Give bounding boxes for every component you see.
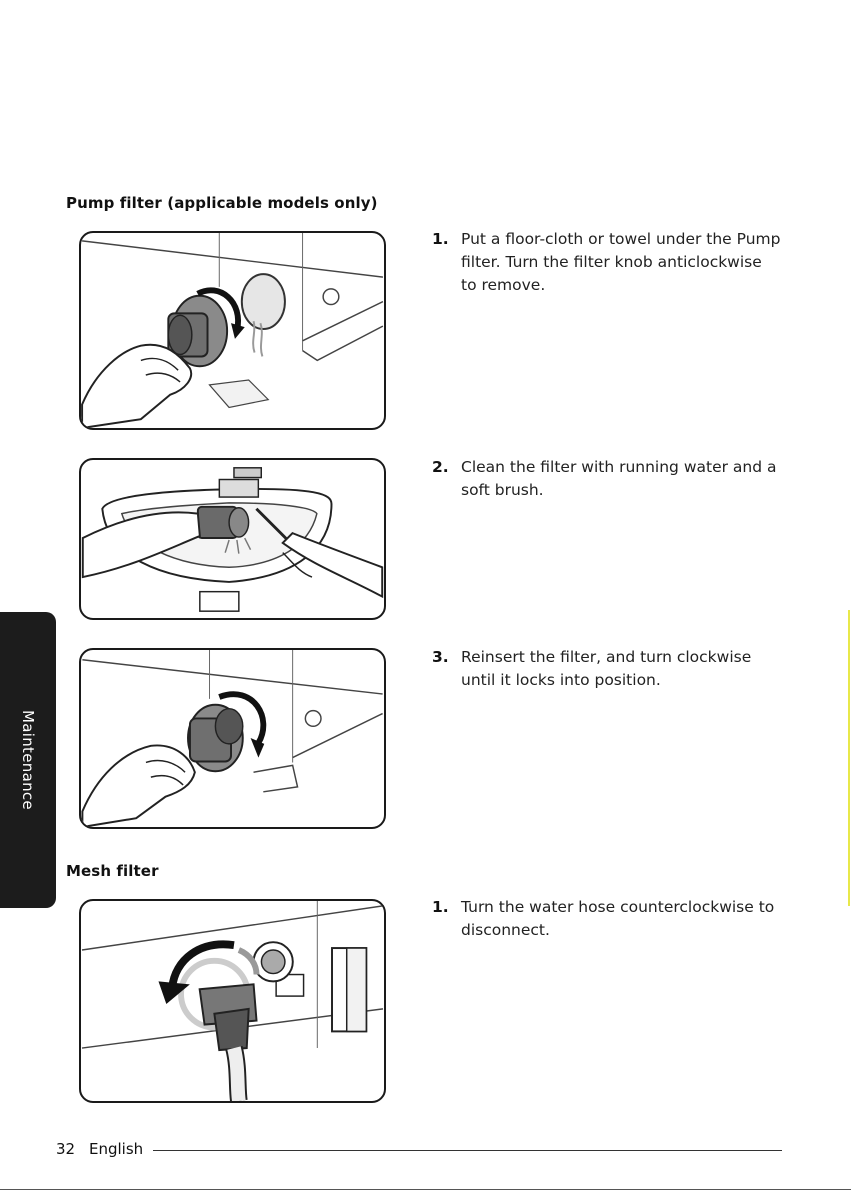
- mesh-step-1: [432, 896, 782, 942]
- page-bottom-line: [0, 1189, 851, 1190]
- side-tab-label: Maintenance: [19, 710, 37, 810]
- step-text: Put a floor-cloth or towel under the Pump filter. Turn the filter knob anticlockwise to remove.: [461, 230, 781, 294]
- step-text: Clean the filter with running water and a soft brush.: [461, 458, 777, 499]
- step-number: 3.: [432, 648, 449, 666]
- pump-filter-reinsert-drawing: [81, 650, 384, 827]
- footer-divider: [153, 1150, 782, 1151]
- edge-marker: [848, 610, 850, 906]
- pump-filter-remove-drawing: [81, 233, 384, 428]
- pump-filter-clean-illustration: [79, 458, 386, 620]
- step-text: Reinsert the filter, and turn clockwise until it locks into position.: [461, 648, 752, 689]
- mesh-filter-hose-illustration: [79, 899, 386, 1103]
- pump-filter-clean-drawing: [81, 460, 384, 618]
- mesh-filter-heading: Mesh filter: [66, 862, 159, 880]
- step-number: 1.: [432, 898, 449, 916]
- pump-step-1: [432, 228, 782, 297]
- pump-filter-reinsert-illustration: [79, 648, 386, 829]
- pump-filter-remove-illustration: [79, 231, 386, 430]
- mesh-filter-hose-drawing: [81, 901, 384, 1101]
- step-number: 1.: [432, 230, 449, 248]
- step-number: 2.: [432, 458, 449, 476]
- pump-step-3: [432, 646, 782, 692]
- footer-language: English: [89, 1140, 144, 1158]
- pump-filter-heading: Pump filter (applicable models only): [66, 194, 378, 212]
- pump-step-2: [432, 456, 782, 502]
- page-number: 32: [56, 1140, 76, 1158]
- section-side-tab: [0, 612, 56, 908]
- step-text: Turn the water hose counterclockwise to disconnect.: [461, 898, 775, 939]
